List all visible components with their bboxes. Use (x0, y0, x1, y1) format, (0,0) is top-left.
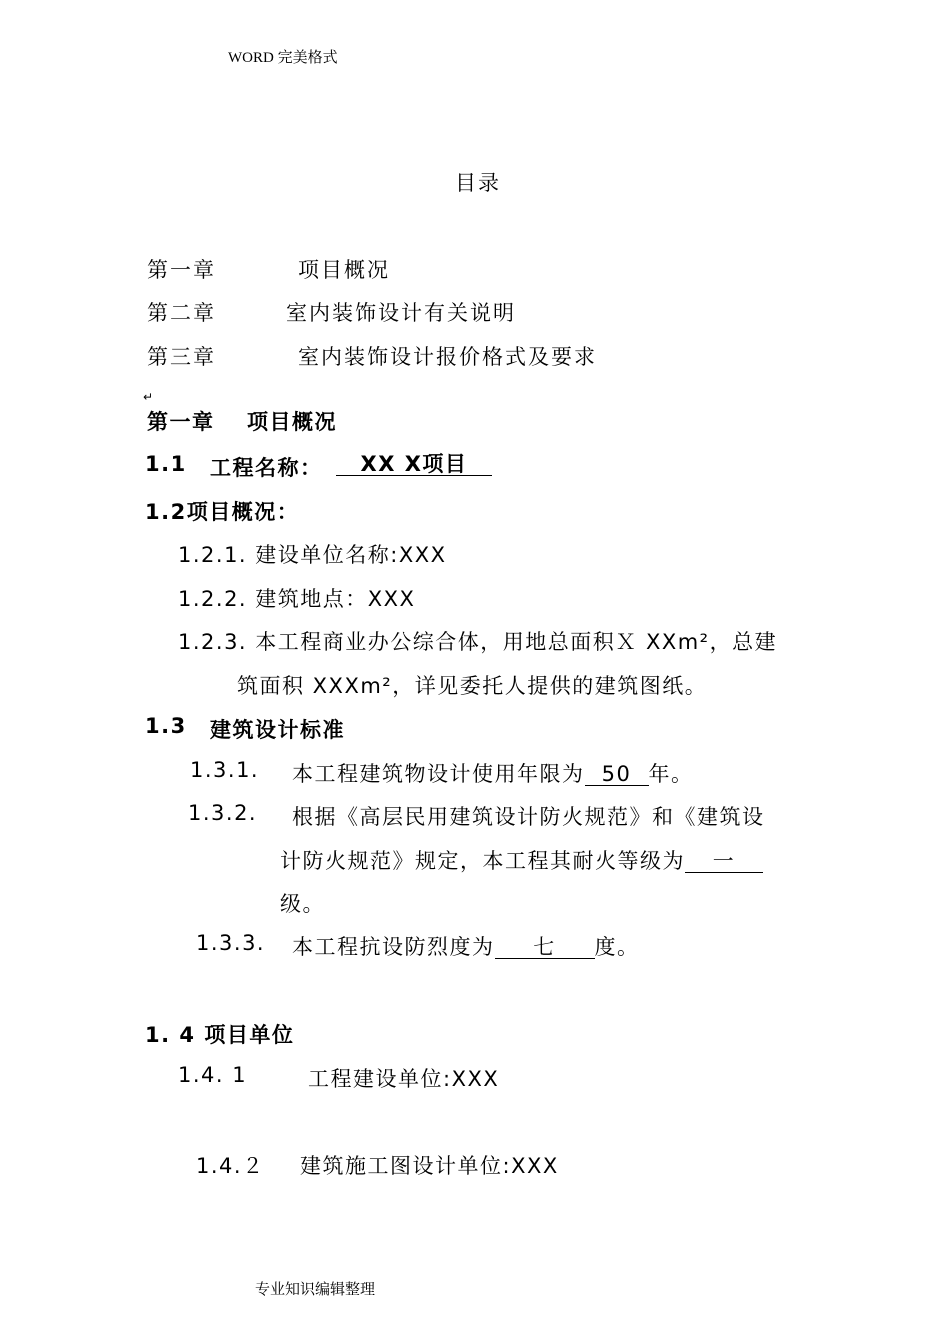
section-1-3-1-number: 1.3.1. (190, 758, 260, 782)
toc-item-2-chapter: 第二章 (147, 301, 216, 325)
chapter1-heading-number: 第一章 (147, 410, 215, 434)
design-life-field: 50 (585, 763, 649, 786)
toc-item-3-chapter: 第三章 (147, 345, 216, 369)
toc-item-2-title: 室内装饰设计有关说明 (286, 301, 516, 325)
section-1-4-1-number: 1.4. 1 (178, 1063, 248, 1087)
page-footer: 专业知识编辑整理 (255, 1281, 376, 1298)
toc-item-1-title: 项目概况 (298, 258, 390, 282)
paragraph-mark: ↵ (143, 390, 154, 404)
section-1-3-2-line1: 根据《高层民用建筑设计防火规范》和《建筑设 (292, 805, 765, 829)
section-1-2-2: 1.2.2. 建筑地点：XXX (178, 587, 416, 611)
section-1-3-3-text: 本工程抗设防烈度为 (292, 935, 495, 959)
seismic-intensity-field: 七 (495, 936, 595, 959)
section-1-2-3-line1: 1.2.3. 本工程商业办公综合体，用地总面积Ｘ XXm²，总建 (178, 630, 778, 654)
toc-item-3-title: 室内装饰设计报价格式及要求 (298, 345, 597, 369)
section-1-4-2-number: 1.4.２ (196, 1154, 265, 1178)
section-1-1-label: 工程名称： (210, 456, 323, 480)
page-header: WORD 完美格式 (228, 50, 338, 66)
section-1-4-1-text: 工程建设单位:XXX (308, 1067, 500, 1091)
section-1-3-2-number: 1.3.2. (188, 801, 258, 825)
toc-title: 目录 (455, 171, 501, 195)
section-1-2-3-line2: 筑面积 XXXm²，详见委托人提供的建筑图纸。 (237, 674, 708, 698)
section-1-2-heading: 1.2项目概况： (145, 500, 300, 524)
section-1-3-2-line2: 计防火规范》规定，本工程其耐火等级为 (280, 849, 685, 873)
chapter1-heading-title: 项目概况 (247, 410, 337, 434)
project-name-field: XX X项目 (336, 453, 492, 476)
section-1-1-number: 1.1 (145, 452, 187, 476)
section-1-3-2-line3: 级。 (280, 892, 325, 916)
section-1-4-2-text: 建筑施工图设计单位:XXX (300, 1154, 559, 1178)
section-1-3-3-number: 1.3.3. (196, 931, 266, 955)
toc-item-1-chapter: 第一章 (147, 258, 216, 282)
section-1-2-1: 1.2.1. 建设单位名称:XXX (178, 543, 447, 567)
fire-rating-field: 一 (685, 850, 763, 873)
section-1-3-1-suffix: 年。 (648, 762, 694, 786)
section-1-3-number: 1.3 (145, 714, 187, 738)
section-1-3-3-suffix: 度。 (594, 935, 640, 959)
section-1-4-heading: 1. 4 项目单位 (145, 1023, 295, 1047)
section-1-3-title: 建筑设计标准 (210, 718, 345, 742)
section-1-3-1-text: 本工程建筑物设计使用年限为 (292, 762, 585, 786)
